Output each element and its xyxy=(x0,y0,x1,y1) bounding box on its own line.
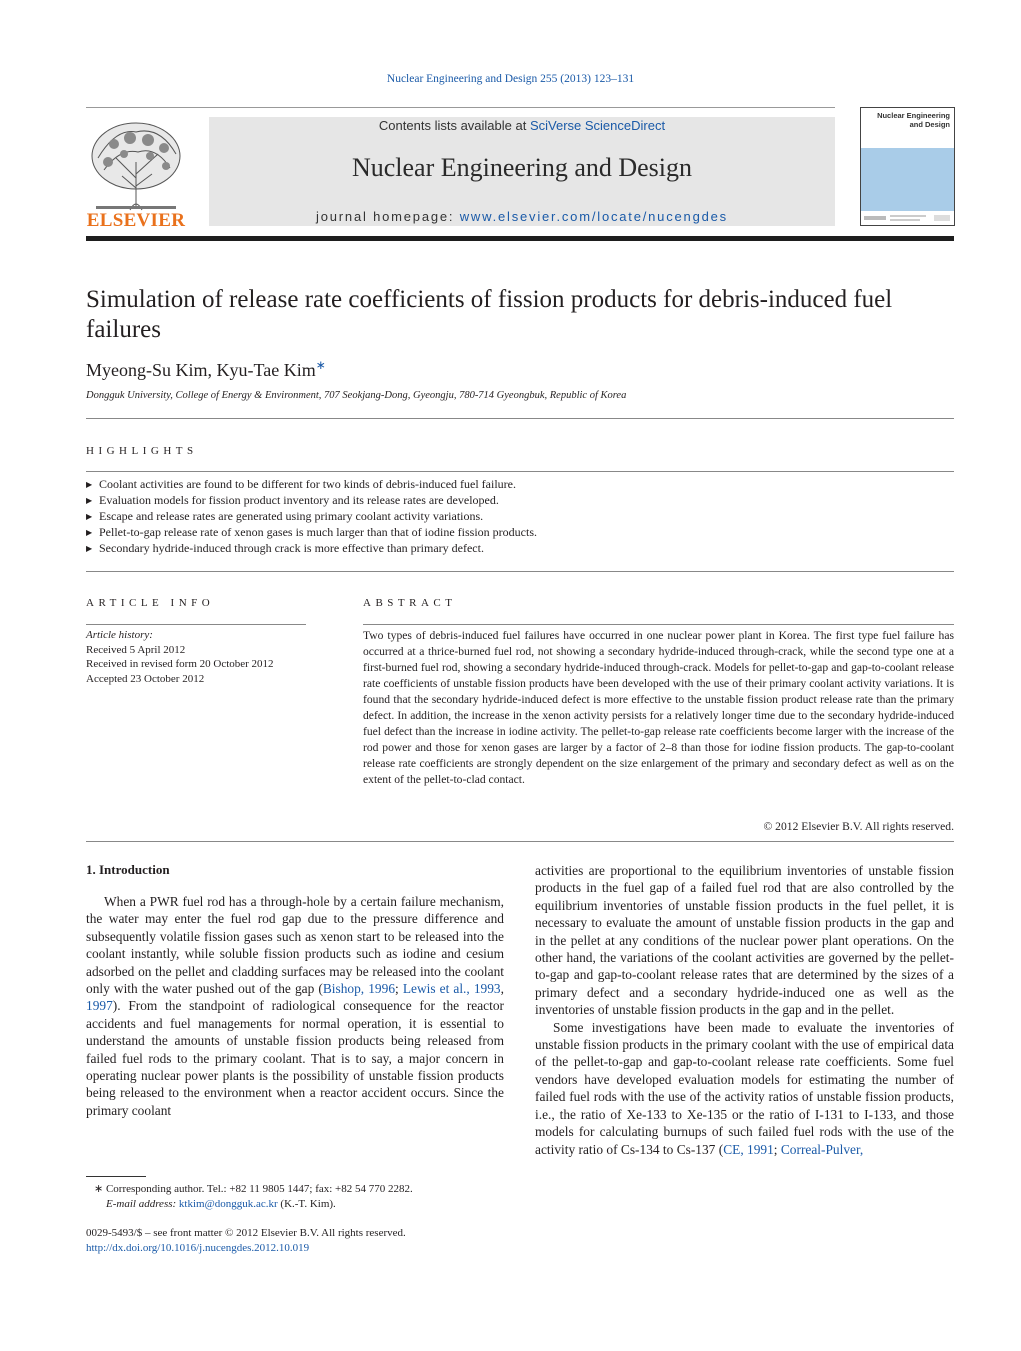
highlight-item: ▶ Evaluation models for fission product inventory and its release rates are developed. xyxy=(86,492,954,508)
footnote xyxy=(86,1182,506,1212)
homepage-link[interactable]: www.elsevier.com/locate/nucengdes xyxy=(459,209,728,224)
received-date: Received 5 April 2012 xyxy=(86,643,186,656)
article-info-heading: ARTICLE INFO xyxy=(86,597,215,609)
ref-ce-1991[interactable]: CE, 1991 xyxy=(723,1141,774,1157)
abstract-heading: ABSTRACT xyxy=(363,597,457,609)
revised-date: Received in revised form 20 October 2012 xyxy=(86,658,274,670)
footnote-rule xyxy=(86,1176,146,1177)
cover-footer-marks-icon xyxy=(864,213,952,223)
email-link[interactable]: ktkim@dongguk.ac.kr xyxy=(178,1198,278,1210)
footnote-email-line xyxy=(86,1197,506,1212)
intro-paragraph-2 xyxy=(535,1019,954,1158)
ref-correal-pulver[interactable]: Correal-Pulver, xyxy=(780,1141,864,1157)
author-names: Myeong-Su Kim, Kyu-Tae Kim xyxy=(86,360,316,380)
journal-title: Nuclear Engineering and Design xyxy=(351,153,693,182)
ref-lewis-1993[interactable]: Lewis et al., 1993 xyxy=(402,981,501,997)
divider-highlights-bottom xyxy=(86,571,954,572)
ref-lewis-1997[interactable]: 1997 xyxy=(86,998,113,1014)
divider-abstract xyxy=(363,624,954,625)
email-label: E-mail address: xyxy=(106,1198,177,1210)
intro-text: Some investigations have been made to evaluate the inventories of unstable fission products in the primary coolant with the use of empirical data of the pellet-to-gap and gap-to-coolant release rate coefficients. Some fuel vendors have developed evaluation models for estimating the number of failed fuel rods with the use of the activity ratios of unstable fission products, i.e., the ratio of Xe-133 to Xe-135 or the ratio of I-131 to I-133, and those models for calculating burnups of such failed fuel rods with the use of the activity ratio of Cs-134 to Cs-137 ( xyxy=(535,1019,954,1157)
journal-homepage-line xyxy=(209,209,835,224)
homepage-prefix: journal homepage: xyxy=(316,209,460,224)
journal-citation[interactable]: Nuclear Engineering and Design 255 (2013) 123–131 xyxy=(386,73,635,85)
ref-separator: , xyxy=(500,981,504,997)
ref-bishop-1996[interactable]: Bishop, 1996 xyxy=(322,981,396,997)
ref-separator: ; xyxy=(395,981,403,997)
footnote-corresponding xyxy=(86,1182,506,1197)
doi-link[interactable]: http://dx.doi.org/10.1016/j.nucengdes.2012.10.019 xyxy=(86,1242,310,1254)
contents-line xyxy=(209,118,835,133)
divider-article-info xyxy=(86,624,306,625)
author-list xyxy=(86,358,326,381)
email-suffix: (K.-T. Kim). xyxy=(277,1198,336,1210)
highlights-list xyxy=(86,476,954,556)
cover-title: Nuclear Engineering and Design xyxy=(877,111,950,129)
sciencedirect-link[interactable]: SciVerse ScienceDirect xyxy=(529,118,666,133)
highlights-heading: HIGHLIGHTS xyxy=(86,445,198,457)
ref-separator: ; xyxy=(773,1141,781,1157)
masthead-top-rule xyxy=(86,107,835,108)
highlight-item: ▶ Secondary hydride-induced through crack is more effective than primary defect. xyxy=(86,540,954,556)
masthead-bottom-bar xyxy=(86,236,954,241)
divider-title xyxy=(86,418,954,419)
cover-image-block xyxy=(861,148,954,211)
intro-text: ). From the standpoint of radiological consequence for the reactor accidents and fuel managements for normal operation, it is essential to understand the amounts of unstable fission products being released from failed fuel rods to the primary coolant. That is to say, a major concern in operating nuclear power plants is the possibility of unstable fission products being released to the environment when a reactor accident occurs. Since the primary coolant xyxy=(86,998,504,1118)
intro-paragraph-1-cont: activities are proportional to the equilibrium inventories of unstable fission products in the fuel gap of a failed fuel rod that are also controlled by the equilibrium inventories of unstable fission products in the fuel pellet, it is necessary to evaluate the amount of unstable fission products in the gap and in the pellet at any conditions of the nuclear power plant operations. On the other hand, the variations of the coolant activities are governed by the pellet-to-gap and gap-to-coolant release rates that are determined by the sizes of a primary defect and a secondary hydride-induced one as well as the inventories of unstable fission products in the gap and in the pellet. xyxy=(535,863,954,1018)
intro-paragraph-1 xyxy=(86,893,504,1119)
divider-body xyxy=(86,841,954,842)
abstract-copyright: © 2012 Elsevier B.V. All rights reserved. xyxy=(763,820,954,833)
divider-highlights-top xyxy=(86,471,954,472)
corresponding-author-mark[interactable]: ∗ xyxy=(315,358,326,372)
highlight-item: ▶ Coolant activities are found to be different for two kinds of debris-induced fuel failure. xyxy=(86,476,954,492)
front-matter xyxy=(86,1226,506,1256)
affiliation: Dongguk University, College of Energy & Environment, 707 Seokjang-Dong, Gyeongju, 780-714 Gyeongbuk, Republic of Korea xyxy=(86,390,627,401)
elsevier-wordmark: ELSEVIER xyxy=(86,210,186,231)
article-history xyxy=(86,628,306,686)
highlight-item: ▶ Escape and release rates are generated using primary coolant activity variations. xyxy=(86,508,954,524)
body-column-right xyxy=(535,862,954,1158)
intro-text: When a PWR fuel rod has a through-hole by a certain failure mechanism, the water may enter the fuel rod gap due to the pressure difference and subsequently volatile fission gases such as xenon start to be released into the coolant instantly, while soluble fission products such as iodine and cesium adsorbed on the pellet and cladding surfaces may be released into the coolant only with the water pushed out of the gap ( xyxy=(86,894,504,997)
highlight-item: ▶ Pellet-to-gap release rate of xenon gases is much larger than that of iodine fission products. xyxy=(86,524,954,540)
section-heading-introduction: 1. Introduction xyxy=(86,862,170,877)
paper-title: Simulation of release rate coefficients of fission products for debris-induced fuel failures xyxy=(86,286,893,343)
abstract-text: Two types of debris-induced fuel failures have occurred in one nuclear power plant in Korea. The first type fuel failure has occurred at a thrice-burned fuel rod, not showing a secondary hydride-induced through-crack, while the second type one at a first-burned fuel rod, showing a secondary hydride-induced through-crack. Models for pellet-to-gap and gap-to-coolant release rate coefficients of unstable fission products have been developed with the use of their primary coolant activity variations. It is found that the secondary hydride-induced defect is more effective to the unstable fission product release rate than the primary defect. In addition, the increase in the xenon activity persists for a relatively longer time due to the secondary hydride-induced fuel defect than the increase in iodine activity. The pellet-to-gap release rate coefficients become larger with the increase of the rod power and those for xenon gases are larger by a factor of 2–8 than those for iodine fission products. The gap-to-coolant release rate coefficients are strongly dependent on the size enlargement of the primary and secondary defect as well as on the extent of the pellet-to-clad contact. xyxy=(363,629,954,786)
accepted-date: Accepted 23 October 2012 xyxy=(86,672,205,685)
history-label: Article history: xyxy=(86,629,153,641)
contents-prefix: Contents lists available at xyxy=(378,118,530,133)
body-column-left xyxy=(86,893,504,1119)
footnote-contact: Corresponding author. Tel.: +82 11 9805 1447; fax: +82 54 770 2282. xyxy=(103,1183,413,1195)
issn-line: 0029-5493/$ – see front matter © 2012 Elsevier B.V. All rights reserved. xyxy=(86,1227,406,1239)
footnote-mark: ∗ xyxy=(94,1183,104,1195)
